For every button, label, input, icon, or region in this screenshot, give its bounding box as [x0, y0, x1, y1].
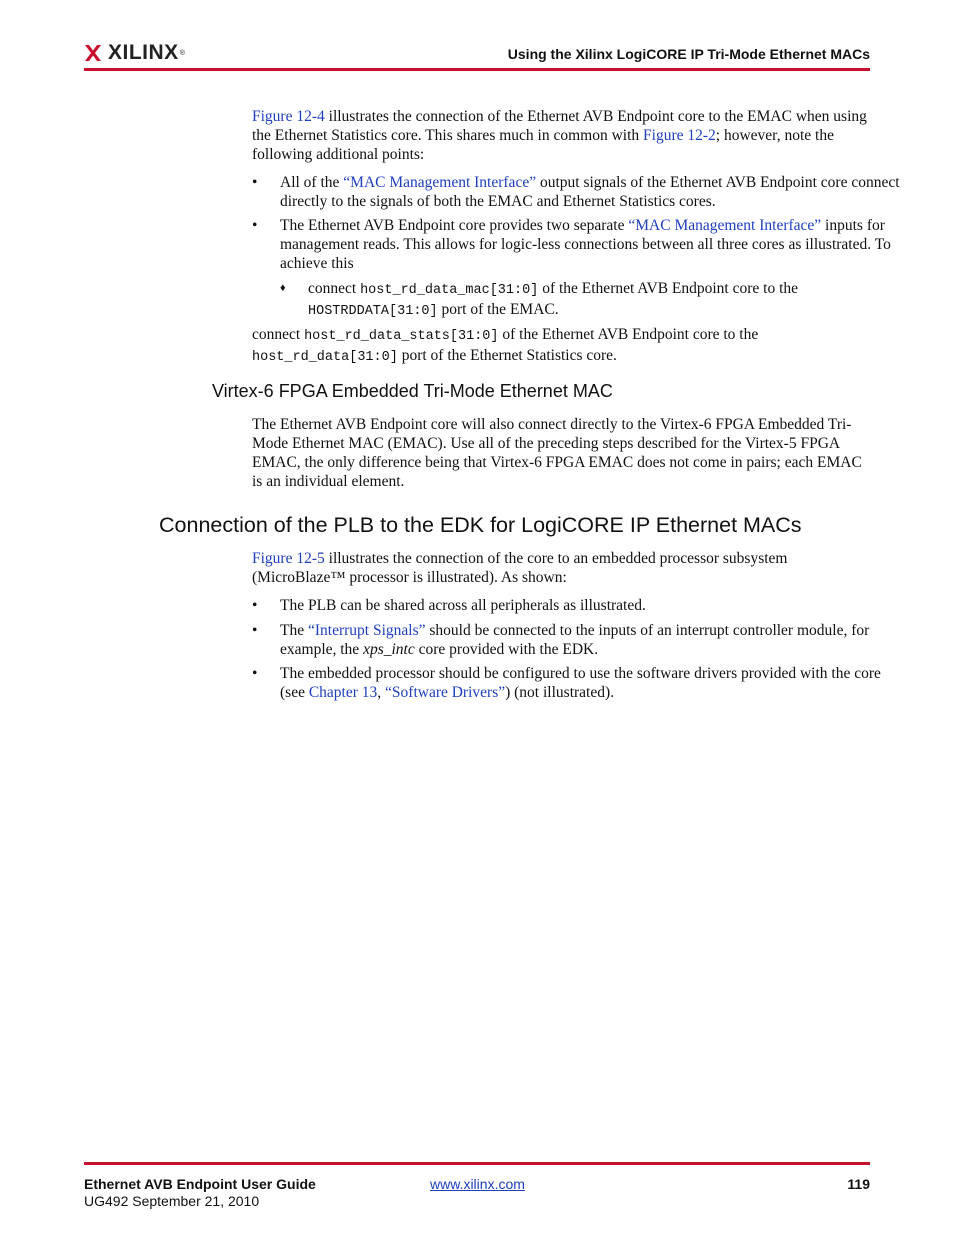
code-host-rd-data: host_rd_data[31:0] — [252, 350, 398, 365]
mac-management-interface-link[interactable]: “MAC Management Interface” — [628, 217, 822, 234]
diamond-mark: ♦ — [280, 282, 286, 294]
bullet-mark: • — [252, 217, 258, 234]
xilinx-logo — [84, 40, 185, 66]
sub-list-item: ♦ connect host_rd_data_mac[31:0] of the Ethernet AVB Endpoint core to the HOSTRDDATA[31:0] port of the EMAC. — [280, 280, 799, 319]
bullet-mark: • — [252, 174, 258, 191]
software-drivers-link[interactable]: “Software Drivers” — [385, 684, 506, 701]
figure-12-4-link[interactable]: Figure 12-4 — [252, 108, 325, 125]
interrupt-signals-link[interactable]: “Interrupt Signals” — [307, 622, 426, 639]
list-item: • The embedded processor should be configured to use the software drivers provided with the core (see Chapter 13, “Software Drivers”) (not illustrated). — [252, 665, 881, 701]
page-number: 119 — [847, 1176, 870, 1192]
mac-management-interface-link[interactable]: “MAC Management Interface” — [343, 174, 537, 191]
footer-website-link[interactable]: www.xilinx.com — [430, 1176, 525, 1192]
footer-doc-id-date: UG492 September 21, 2010 — [84, 1193, 260, 1209]
code-hostrddata: HOSTRDDATA[31:0] — [308, 304, 438, 319]
list-item: • The Ethernet AVB Endpoint core provides two separate “MAC Management Interface” inputs for management reads. This allows for logic-less connections between all three cores as illustrated. To achieve this — [252, 217, 891, 272]
header-rule — [84, 68, 870, 71]
bullet-mark: • — [252, 665, 258, 682]
code-host-rd-data-stats: host_rd_data_stats[31:0] — [304, 329, 499, 344]
running-header-title: Using the Xilinx LogiCORE IP Tri-Mode Ethernet MACs — [507, 46, 870, 62]
logo-registered-mark: ® — [179, 49, 185, 57]
xps-intc-text: xps_intc — [363, 641, 415, 658]
virtex6-paragraph: The Ethernet AVB Endpoint core will also connect directly to the Virtex-6 FPGA Embedded Tri-Mode Ethernet MAC (EMAC). Use all of the preceding steps described for the Virtex-5 FPGA EMAC, the only difference being that Virtex-6 FPGA EMAC does not come in pairs; each EMAC is an individual element. — [252, 416, 862, 490]
intro-paragraph: Figure 12-4 illustrates the connection of the Ethernet AVB Endpoint core to the EMAC when using the Ethernet Statistics core. This shares much in common with Figure 12-2; however, note the following additional points: — [252, 108, 867, 163]
stats-connect-paragraph: connect host_rd_data_stats[31:0] of the Ethernet AVB Endpoint core to the host_rd_data[31:0] port of the Ethernet Statistics core. — [252, 326, 759, 365]
bullet-mark: • — [252, 622, 258, 639]
xilinx-mark-icon — [84, 44, 102, 62]
footer-rule — [84, 1162, 870, 1165]
code-host-rd-data-mac: host_rd_data_mac[31:0] — [360, 283, 539, 298]
list-item: • The PLB can be shared across all peripherals as illustrated. — [252, 597, 646, 614]
logo-text: XILINX — [108, 41, 179, 64]
section-heading-plb-edk: Connection of the PLB to the EDK for LogiCORE IP Ethernet MACs — [159, 513, 802, 537]
bullet-mark: • — [252, 597, 258, 614]
figure-12-2-link[interactable]: Figure 12-2 — [643, 127, 716, 144]
chapter-13-link[interactable]: Chapter 13 — [308, 684, 378, 701]
section-heading-virtex6: Virtex-6 FPGA Embedded Tri-Mode Ethernet MAC — [212, 381, 613, 401]
plb-intro-paragraph: Figure 12-5 illustrates the connection of the core to an embedded processor subsystem (MicroBlaze™ processor is illustrated). As shown: — [252, 550, 788, 586]
footer-guide-title: Ethernet AVB Endpoint User Guide — [84, 1176, 316, 1192]
figure-12-5-link[interactable]: Figure 12-5 — [252, 550, 325, 567]
list-item: • The “Interrupt Signals” should be connected to the inputs of an interrupt controller module, for example, the xps_intc core provided with the EDK. — [252, 622, 870, 658]
list-item: • All of the “MAC Management Interface” output signals of the Ethernet AVB Endpoint core connect directly to the signals of both the EMAC and Ethernet Statistics cores. — [252, 174, 900, 210]
